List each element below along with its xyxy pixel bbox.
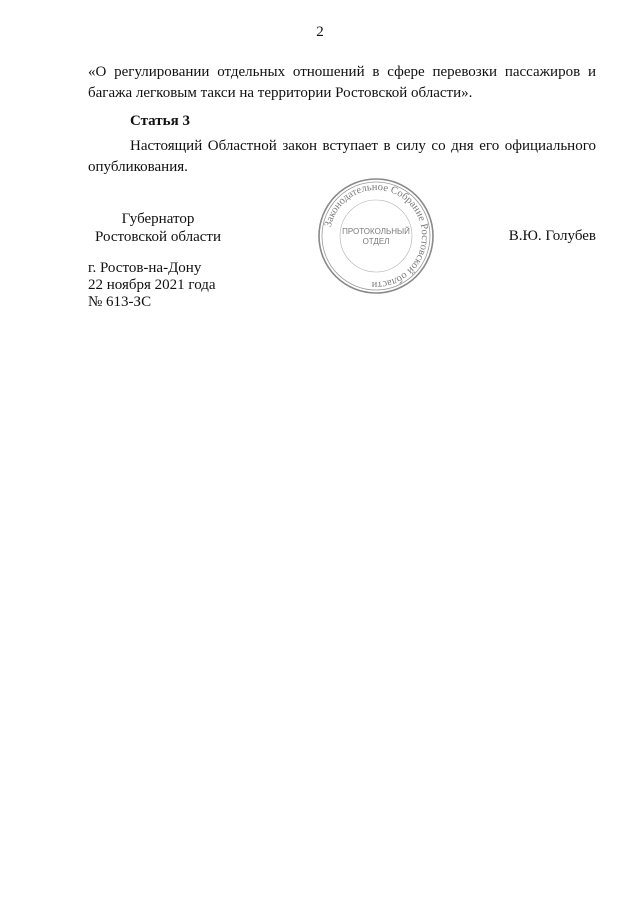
article-heading: Статья 3 [130,113,190,129]
signatory-title-line2: Ростовской области [95,229,221,245]
article-text: Настоящий Областной закон вступает в силу со дня его официального опубликования. [88,138,596,175]
official-stamp [316,177,436,295]
place-and-date [88,260,216,311]
stamp-ring-text: Законодательное Собрание Ростовской области [322,181,431,291]
signatory-title [88,210,228,246]
law-title-paragraph: «О регулировании отдельных отношений в сфере перевозки пассажиров и багажа легковым такси на территории Ростовской области». [88,64,596,101]
svg-text:ОТДЕЛ: ОТДЕЛ [362,237,390,246]
law-number: № 613-ЗС [88,294,152,310]
svg-text:ПРОТОКОЛЬНЫЙ: ПРОТОКОЛЬНЫЙ [342,227,410,236]
city: г. Ростов-на-Дону [88,260,202,276]
signatory-title-line1: Губернатор [121,211,195,227]
date: 22 ноября 2021 года [88,277,216,293]
signatory-name: В.Ю. Голубев [508,228,596,244]
page-number: 2 [316,24,324,40]
